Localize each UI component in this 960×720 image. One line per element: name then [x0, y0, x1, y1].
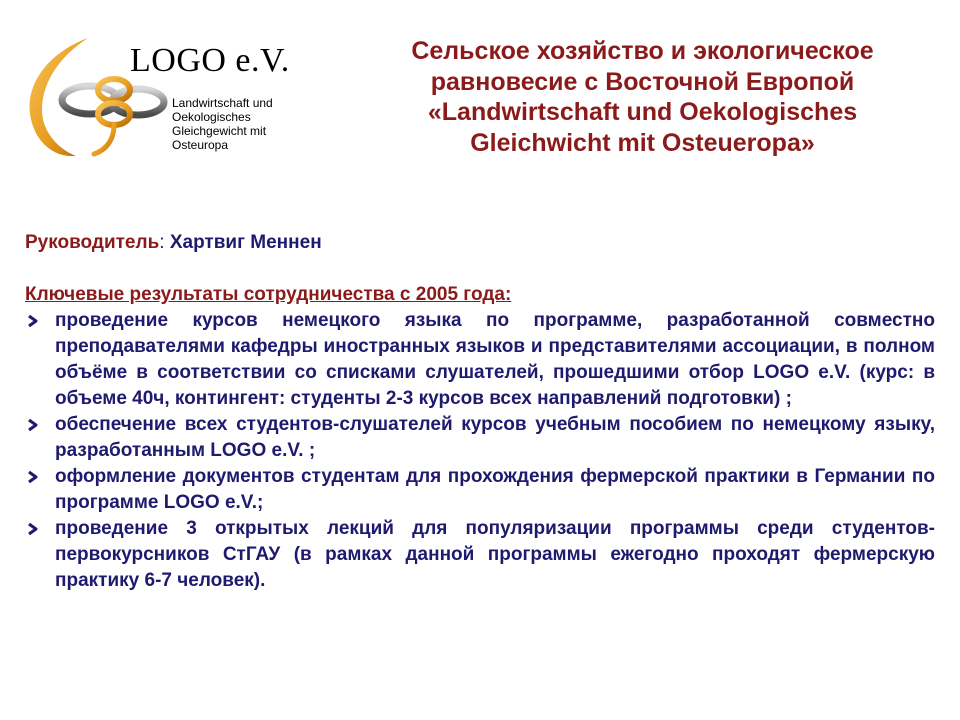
results-list: [25, 308, 935, 594]
logo-subtitle-line: Landwirtschaft und: [172, 96, 273, 110]
list-item: [25, 516, 935, 594]
list-item-text: проведение 3 открытых лекций для популяризации программы среди студентов-первокурсников СтГАУ (в рамках данной программы ежегодно проходят фермерскую практику 6-7 человек).: [55, 518, 935, 591]
logo-subtitle: [172, 96, 322, 152]
leader-colon: :: [159, 232, 165, 253]
logo-subtitle-line: Oekologisches: [172, 110, 251, 124]
logo: [20, 30, 320, 170]
list-item: [25, 464, 935, 516]
leader-line: [25, 230, 935, 256]
list-item-text: обеспечение всех студентов-слушателей курсов учебным пособием по немецкому языку, разработанным LOGO e.V. ;: [55, 414, 935, 461]
arrow-check-bullet-icon: [25, 464, 45, 490]
slide-title-line: Gleichwicht mit Osteuеropa»: [470, 128, 815, 157]
slide-title-line: равновесие с Восточной Европой: [430, 67, 855, 96]
list-item-text: оформление документов студентам для прохождения фермерской практики в Германии по программе LOGO e.V.;: [55, 466, 935, 513]
list-item: [25, 412, 935, 464]
logo-subtitle-line: Osteuropa: [172, 138, 229, 152]
arrow-check-bullet-icon: [25, 516, 45, 542]
results-heading: Ключевые результаты сотрудничества с 2005 года:: [25, 284, 512, 305]
logo-title: LOGO e.V.: [130, 42, 290, 79]
list-item: [25, 308, 935, 412]
slide-title: [330, 36, 955, 158]
slide-title-line: «Landwirtschaft und Oekologisches: [427, 98, 858, 126]
logo-subtitle-line: Gleichgewicht mit: [172, 124, 267, 138]
slide-body: [25, 230, 935, 594]
leader-label: Руководитель: [25, 232, 160, 253]
list-item-text: проведение курсов немецкого языка по программе, разработанной совместно преподавателями кафедры иностранных языков и представителями ассоциации, в полном объёме в соответствии со списками слушателей, прошедшими отбор LOGO e.V. (курс: в объеме 40ч, контингент: студенты 2-3 курсов всех направлений подготовки) ;: [55, 310, 935, 409]
leader-name: Хартвиг Меннен: [169, 232, 322, 253]
arrow-check-bullet-icon: [25, 412, 45, 438]
arrow-check-bullet-icon: [25, 308, 45, 334]
slide-title-line: Сельское хозяйство и экологическое: [411, 37, 874, 65]
